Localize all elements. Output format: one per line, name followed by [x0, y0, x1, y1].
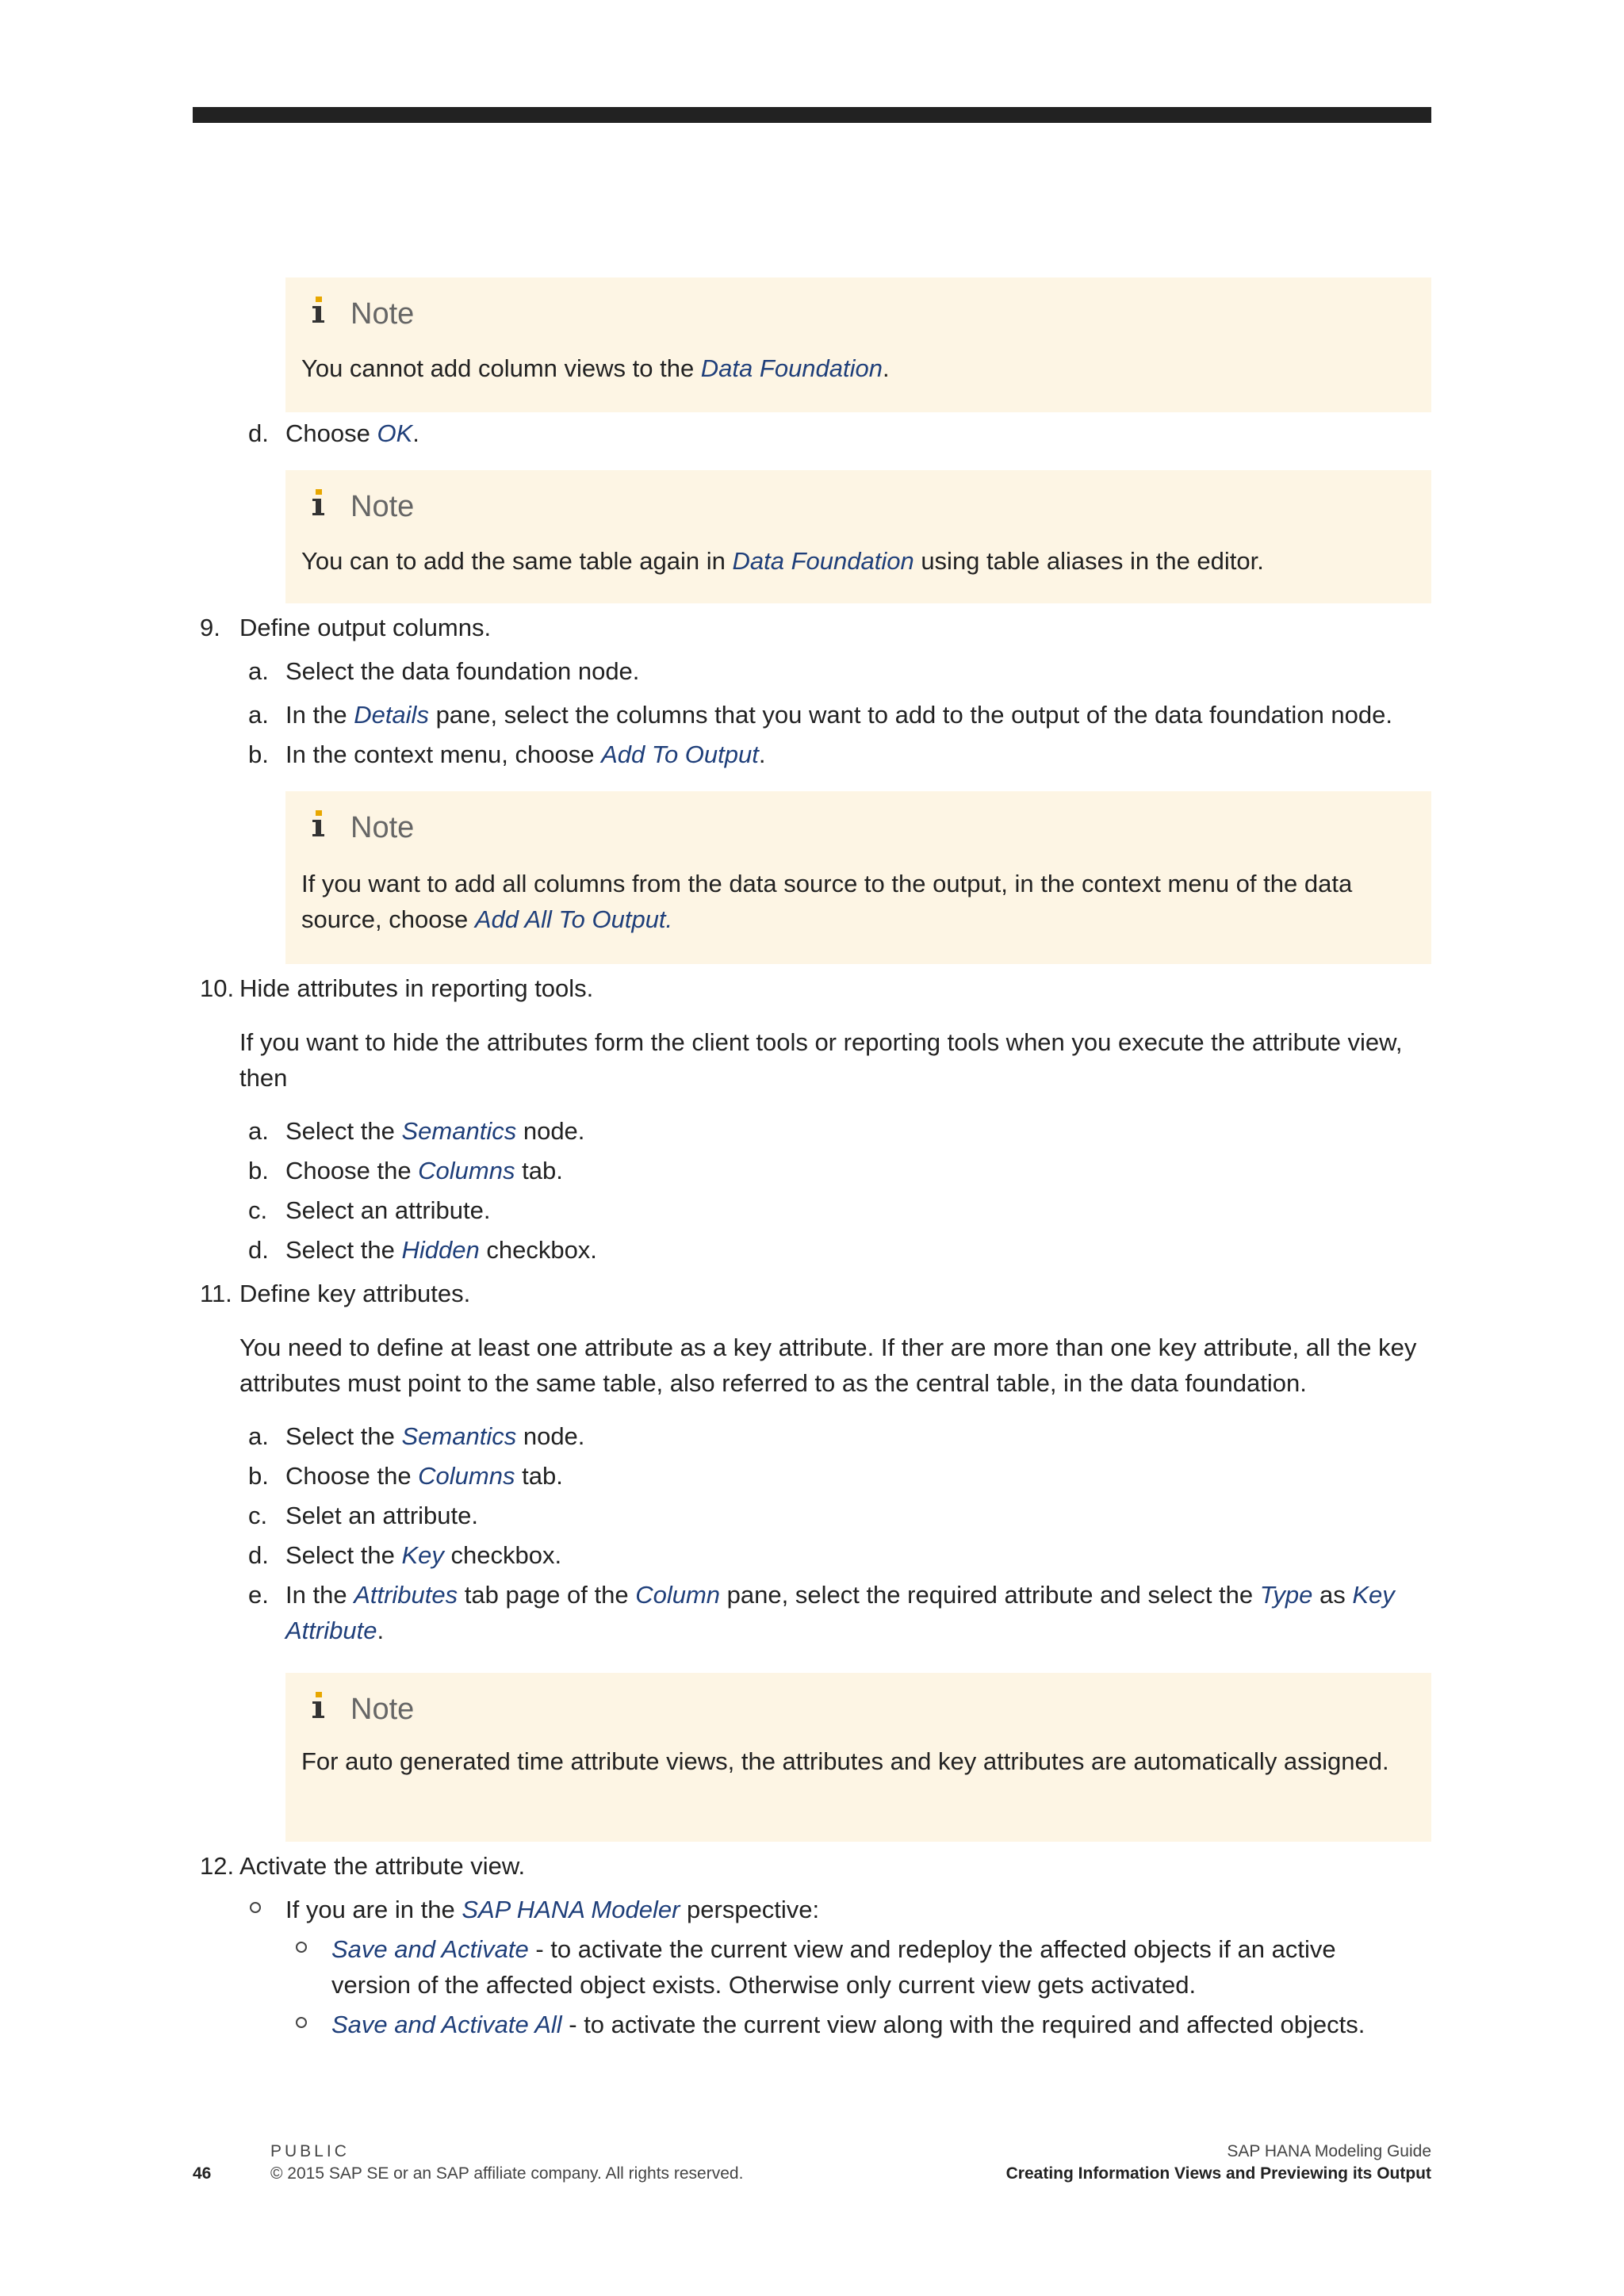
note-box: [285, 470, 1431, 603]
step-number: 10.: [200, 974, 235, 1002]
ui-term: Columns: [418, 1462, 515, 1490]
list-item: Selet an attribute.: [285, 1502, 478, 1529]
ui-term: Hidden: [401, 1236, 480, 1264]
step-title: Activate the attribute view.: [239, 1852, 526, 1880]
list-marker: a.: [248, 657, 269, 685]
bullet-marker: [250, 1902, 261, 1913]
list-marker: b.: [248, 1157, 269, 1184]
note-heading: Note: [350, 490, 415, 523]
note-heading: Note: [350, 1693, 415, 1726]
list-marker: c.: [248, 1196, 268, 1224]
list-marker: b.: [248, 1462, 269, 1490]
list-marker: e.: [248, 1581, 269, 1609]
ui-term: Save and Activate All: [331, 2011, 562, 2038]
list-item: Choose OK.: [285, 419, 419, 447]
ui-term: Attributes: [354, 1581, 458, 1609]
ui-term: Key: [1352, 1581, 1395, 1609]
ui-term: Key: [401, 1541, 444, 1569]
ui-term: Add To Output: [601, 740, 759, 768]
list-marker: b.: [248, 740, 269, 768]
list-item: In the Details pane, select the columns that you want to add to the output of the data foundation node.: [285, 701, 1392, 729]
header-rule: [193, 107, 1431, 123]
ui-term: Data Foundation: [700, 354, 883, 382]
note-text: If you want to add all columns from the data source to the output, in the context menu of the data source, choose Add All To Output.: [301, 870, 1353, 933]
bullet-marker: [296, 1942, 307, 1953]
info-icon: [312, 1692, 330, 1720]
list-item: Save and Activate - to activate the current view and redeploy the affected objects if an active: [331, 1935, 1336, 1963]
list-item: Choose the Columns tab.: [285, 1157, 563, 1184]
step-number: 11.: [200, 1280, 232, 1307]
info-icon: [312, 297, 330, 325]
list-item-continuation: version of the affected object exists. Otherwise only current view gets activated.: [331, 1971, 1197, 1999]
bullet-marker: [296, 2017, 307, 2028]
footer-copyright: © 2015 SAP SE or an SAP affiliate company. All rights reserved.: [270, 2164, 744, 2183]
ui-term: Data Foundation: [732, 547, 914, 575]
list-item: Select the Key checkbox.: [285, 1541, 562, 1569]
list-item: If you are in the SAP HANA Modeler perspective:: [285, 1896, 820, 1923]
page-number: 46: [193, 2164, 212, 2183]
ui-term: SAP HANA Modeler: [462, 1896, 680, 1923]
list-marker: d.: [248, 419, 269, 447]
list-item: In the context menu, choose Add To Output.: [285, 740, 766, 768]
step-title: Define output columns.: [239, 614, 492, 641]
list-item: Select the data foundation node.: [285, 657, 640, 685]
ui-term: Details: [354, 701, 429, 729]
note-heading: Note: [350, 297, 415, 331]
list-item: Save and Activate All - to activate the current view along with the required and affected objects.: [331, 2011, 1365, 2038]
ui-term: Semantics: [401, 1422, 517, 1450]
list-item: Select the Hidden checkbox.: [285, 1236, 597, 1264]
step-description: If you want to hide the attributes form the client tools or reporting tools when you execute the attribute view, then: [239, 1028, 1403, 1092]
list-item: Choose the Columns tab.: [285, 1462, 563, 1490]
ui-term: Add All To Output.: [474, 905, 673, 933]
step-title: Hide attributes in reporting tools.: [239, 974, 594, 1002]
step-number: 12.: [200, 1852, 235, 1880]
ui-term: OK: [377, 419, 413, 447]
list-marker: c.: [248, 1502, 268, 1529]
step-title: Define key attributes.: [239, 1280, 471, 1307]
note-heading: Note: [350, 811, 415, 844]
note-box: [285, 791, 1431, 964]
list-marker: a.: [248, 1117, 269, 1145]
list-marker: a.: [248, 701, 269, 729]
footer-classification: PUBLIC: [270, 2142, 350, 2160]
list-item: Select an attribute.: [285, 1196, 491, 1224]
note-text: For auto generated time attribute views, the attributes and key attributes are automatically assigned.: [301, 1747, 1389, 1775]
ui-term: Type: [1259, 1581, 1313, 1609]
ui-term: Semantics: [401, 1117, 517, 1145]
list-item: Select the Semantics node.: [285, 1422, 585, 1450]
ui-term: Column: [635, 1581, 721, 1609]
ui-term: Columns: [418, 1157, 515, 1184]
list-marker: d.: [248, 1541, 269, 1569]
note-text: You cannot add column views to the Data Foundation.: [301, 354, 890, 382]
note-box: [285, 277, 1431, 412]
ui-term: Save and Activate: [331, 1935, 529, 1963]
ui-term: Attribute: [285, 1617, 377, 1644]
list-item: Select the Semantics node.: [285, 1117, 585, 1145]
step-number: 9.: [200, 614, 220, 641]
info-icon: [312, 489, 330, 518]
note-box: [285, 1673, 1431, 1842]
list-marker: a.: [248, 1422, 269, 1450]
footer-guide-title: SAP HANA Modeling Guide: [1227, 2142, 1431, 2160]
info-icon: [312, 810, 330, 839]
footer-chapter-title: Creating Information Views and Previewing its Output: [1005, 2164, 1431, 2183]
list-item: In the Attributes tab page of the Column pane, select the required attribute and select the Type as Key: [285, 1581, 1395, 1609]
list-item-continuation: Attribute.: [285, 1617, 385, 1644]
step-description: You need to define at least one attribute as a key attribute. If ther are more than one key attribute, all the key attributes must point to the same table, also referred to as the central table, in the data foundation.: [239, 1334, 1417, 1397]
list-marker: d.: [248, 1236, 269, 1264]
note-text: You can to add the same table again in Data Foundation using table aliases in the editor.: [301, 547, 1264, 575]
